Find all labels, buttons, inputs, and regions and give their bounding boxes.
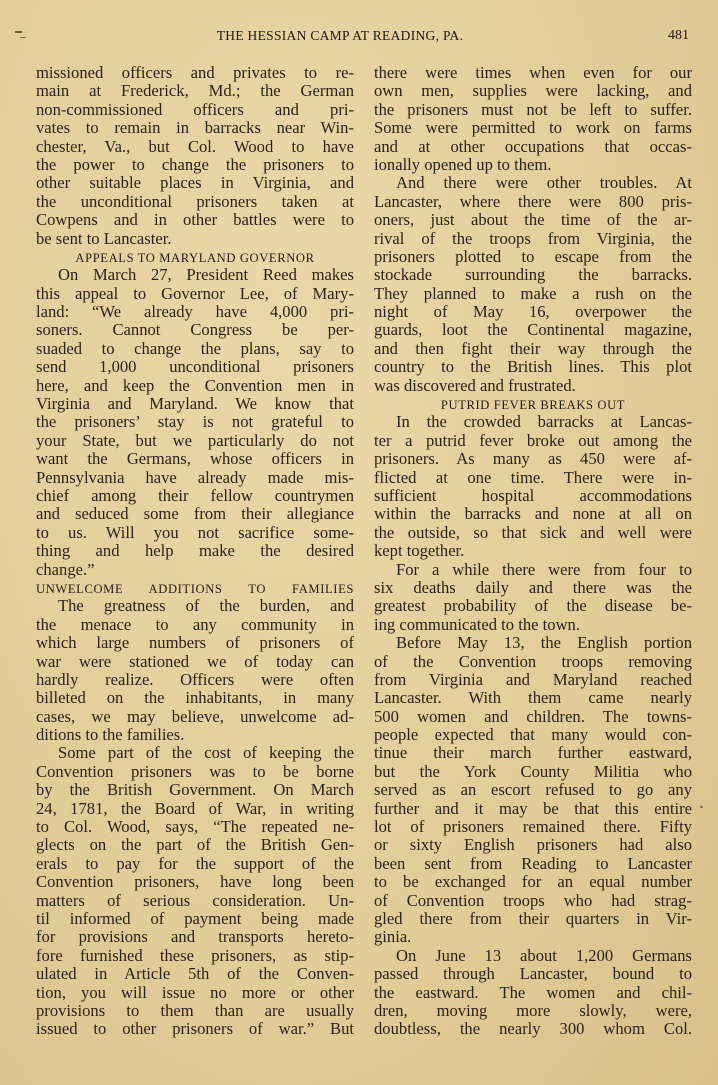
text-line: soners. Cannot Congress be per- [36, 320, 354, 340]
text-line: issued to other prisoners of war.” But [36, 1019, 354, 1039]
text-line: war were stationed we of today can [36, 651, 354, 671]
section-heading: UNWELCOME ADDITIONS TO FAMILIES [36, 581, 354, 596]
text-line: Pennsylvania have already made mis- [36, 467, 354, 487]
text-line: ionally opened up to them. [374, 154, 552, 174]
text-line: to be exchanged for an equal number [374, 872, 692, 892]
text-line: sufficient hospital accommodations [374, 485, 692, 505]
text-line: night of May 16, overpower the [374, 302, 692, 322]
text-line: til informed of payment being made [36, 908, 354, 928]
text-line: six deaths daily and there was the [374, 577, 692, 597]
text-line: Lancaster, where there were 800 pris- [374, 191, 692, 211]
text-line: For a while there were from four to [396, 559, 692, 579]
text-line: Before May 13, the English portion [396, 633, 692, 653]
text-line: suaded to change the plans, say to [36, 338, 354, 358]
text-line: fore furnished these prisoners, as stip- [36, 945, 354, 965]
text-line: In the crowded barracks at Lancas- [396, 412, 692, 432]
text-line: own men, supplies were lacking, and [374, 81, 692, 101]
text-line: Virginia and Maryland. We know that [36, 394, 354, 414]
text-line: Some were permitted to work on farms [374, 118, 692, 138]
text-line: ditions to the families. [36, 725, 185, 745]
text-line: doubtless, the nearly 300 whom Col. [374, 1019, 692, 1039]
dash-mark [15, 31, 22, 33]
text-line: the unconditional prisoners taken at [36, 191, 354, 211]
text-line: ulated in Article 5th of the Conven- [36, 964, 354, 984]
text-line: matters of serious consideration. Un- [36, 890, 354, 910]
text-line: ginia. [374, 927, 412, 947]
text-line: main at Frederick, Md.; the German [36, 81, 354, 101]
text-line: which large numbers of prisoners of [36, 633, 354, 653]
text-line: vates to remain in barracks near Win- [36, 118, 354, 138]
text-line: tion, you will issue no more or other [36, 982, 354, 1002]
text-line: prisoners. As many as 450 were af- [374, 449, 692, 469]
text-line: ing communicated to the town. [374, 614, 580, 634]
text-line: flicted at one time. There were in- [374, 467, 692, 487]
text-line: The greatness of the burden, and [58, 596, 354, 616]
text-line: glects on the part of the British Gen- [36, 835, 354, 855]
text-line: ter a putrid fever broke out among the [374, 430, 692, 450]
text-line: country to the British lines. This plot [374, 357, 692, 377]
text-line: change.” [36, 559, 95, 579]
text-line: kept together. [374, 541, 465, 561]
text-line: by the British Government. On March [36, 780, 354, 800]
text-line: billeted on the inhabitants, in many [36, 688, 354, 708]
text-line: stockade surrounding the barracks. [374, 265, 692, 285]
text-line: want the Germans, whose officers in [36, 449, 354, 469]
text-line: On June 13 about 1,200 Germans [396, 945, 692, 965]
text-line: tinue their march further eastward, [374, 743, 692, 763]
running-title: THE HESSIAN CAMP AT READING, PA. [216, 28, 464, 43]
text-line: further and it may be that this entire [374, 798, 692, 818]
text-line: And there were other troubles. At [396, 173, 692, 193]
paper-speck [700, 805, 704, 808]
text-line: oners, just about the time of the ar- [374, 210, 692, 230]
text-line: 500 women and children. The towns- [374, 706, 692, 726]
text-line: greatest probability of the disease be- [374, 596, 692, 616]
text-line: of Convention troops who had strag- [374, 890, 692, 910]
text-line: the prisoners’ stay is not grateful to [36, 412, 354, 432]
text-line: or sixty English prisoners had also [374, 835, 692, 855]
text-line: non-commissioned officers and pri- [36, 99, 354, 119]
text-line: for provisions and transports hereto- [36, 927, 354, 947]
text-line: the outside, so that sick and well were [374, 522, 692, 542]
text-line: of the Convention troops removing [374, 651, 692, 671]
text-line: Cowpens and in other battles were to [36, 210, 354, 230]
text-line: gled there from their quarters in Vir- [374, 908, 692, 928]
text-line: but the York County Militia who [374, 761, 692, 781]
text-line: to Col. Wood, says, “The repeated ne- [36, 817, 354, 837]
text-line: this appeal to Governor Lee, of Mary- [36, 283, 354, 303]
text-line: been sent from Reading to Lancaster [374, 853, 692, 873]
text-line: people expected that many would con- [374, 725, 692, 745]
text-line: Convention prisoners was to be borne [36, 761, 354, 781]
text-line: be sent to Lancaster. [36, 228, 172, 248]
text-line: They planned to make a rush on the [374, 283, 692, 303]
text-line: here, and keep the Convention men in [36, 375, 354, 395]
text-line: within the barracks and none at all on [374, 504, 692, 524]
text-line: from Virginia and Maryland reached [374, 669, 692, 689]
text-line: lot of prisoners remained there. Fifty [374, 817, 692, 837]
text-line: passed through Lancaster, bound to [374, 964, 692, 984]
text-line: cases, we may believe, unwelcome ad- [36, 706, 354, 726]
text-line: Some part of the cost of keeping the [58, 743, 354, 763]
text-line: chester, Va., but Col. Wood to have [36, 136, 354, 156]
text-line: the eastward. The women and chil- [374, 982, 692, 1002]
text-line: chief among their fellow countrymen [36, 485, 354, 505]
text-line: guards, loot the Continental magazine, [374, 320, 692, 340]
text-line: served as an escort refused to go any [374, 780, 692, 800]
text-line: provisions to them than are usually [36, 1000, 354, 1020]
text-line: Convention prisoners, have long been [36, 872, 354, 892]
text-line: hardly realize. Officers were often [36, 669, 354, 689]
text-line: there were times when even for our [374, 63, 692, 82]
page-number: 481 [668, 28, 689, 43]
text-line: send 1,000 unconditional prisoners [36, 357, 354, 377]
text-line: and seduced some from their allegiance [36, 504, 354, 524]
paper-speck [20, 37, 26, 38]
left-column [36, 64, 354, 1039]
section-heading: PUTRID FEVER BREAKS OUT [440, 398, 626, 413]
text-line: thing and help make the desired [36, 541, 354, 561]
text-line: 24, 1781, the Board of War, in writing [36, 798, 354, 818]
text-line: Lancaster. With them came nearly [374, 688, 692, 708]
right-column [374, 64, 692, 1039]
text-line: dren, moving more slowly, were, [374, 1000, 692, 1020]
text-line: other suitable places in Virginia, and [36, 173, 354, 193]
text-line: to us. Will you not sacrifice some- [36, 522, 354, 542]
text-line: the menace to any community in [36, 614, 354, 634]
text-line: land: “We already have 4,000 pri- [36, 302, 354, 322]
text-line: was discovered and frustrated. [374, 375, 576, 395]
text-line: and then fight their way through the [374, 338, 692, 358]
text-line: rival of the troops from Virginia, the [374, 228, 692, 248]
section-heading: APPEALS TO MARYLAND GOVERNOR [75, 250, 315, 265]
text-line: your State, but we particularly do not [36, 430, 354, 450]
text-line: and at other occupations that occas- [374, 136, 692, 156]
text-line: the prisoners must not be left to suffer. [374, 99, 692, 119]
text-line: missioned officers and privates to re- [36, 63, 354, 82]
text-line: erals to pay for the support of the [36, 853, 354, 873]
text-line: On March 27, President Reed makes [58, 265, 354, 285]
running-header [0, 28, 718, 48]
text-line: prisoners plotted to escape from the [374, 246, 692, 266]
text-line: the power to change the prisoners to [36, 154, 354, 174]
